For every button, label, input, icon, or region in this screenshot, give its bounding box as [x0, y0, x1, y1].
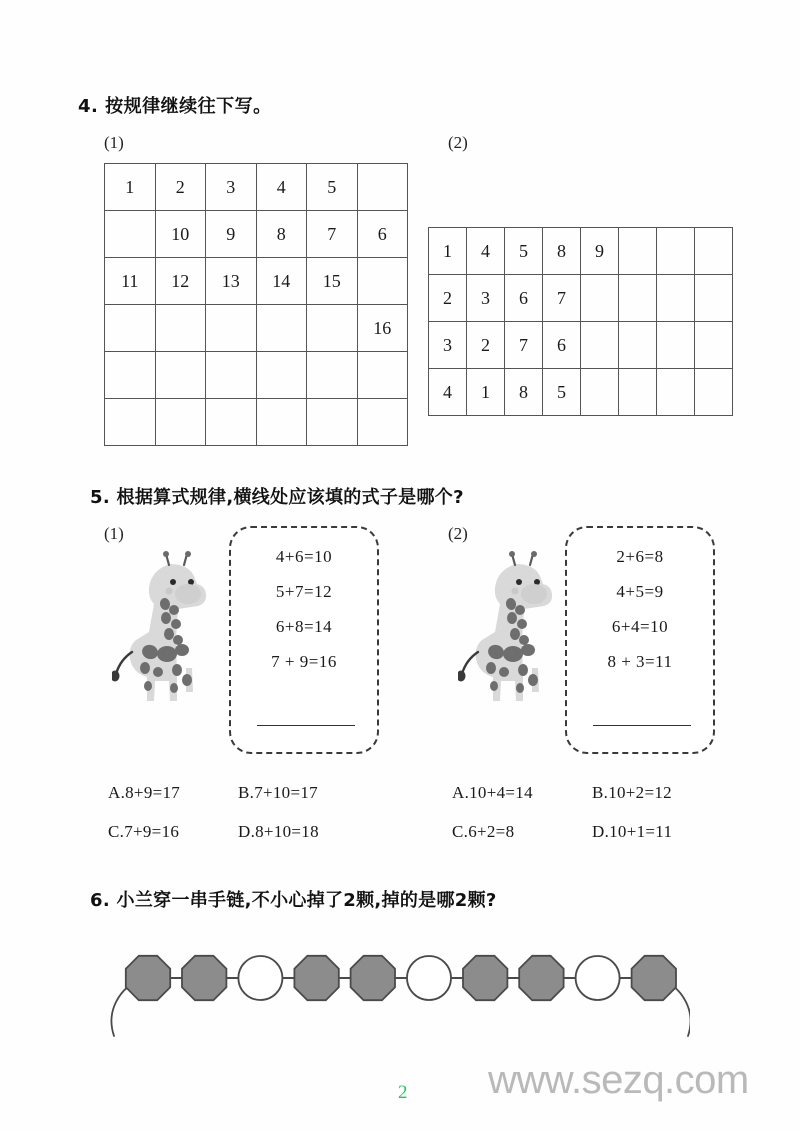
bead-gray-octagon[interactable] — [351, 956, 395, 1000]
equation-line: 6+8=14 — [275, 617, 333, 636]
grid-cell-empty[interactable] — [105, 399, 156, 446]
answer-option[interactable]: A.10+4=14 — [452, 783, 533, 802]
bead-white-circle[interactable] — [576, 956, 620, 1000]
bead-white-circle[interactable] — [238, 956, 282, 1000]
grid-cell[interactable]: 12 — [155, 258, 206, 305]
grid-cell-empty[interactable] — [619, 322, 657, 369]
bead-gray-octagon[interactable] — [632, 956, 676, 1000]
table-row — [105, 352, 408, 399]
answer-option[interactable]: D.10+1=11 — [592, 822, 673, 841]
table-row — [105, 258, 408, 305]
answer-option-row — [452, 783, 672, 803]
grid-cell-empty[interactable] — [695, 369, 733, 416]
number-grid-part-2[interactable] — [428, 227, 733, 416]
grid-cell[interactable]: 1 — [429, 228, 467, 275]
equation-line: 5+7=12 — [275, 582, 333, 601]
question-5-heading — [90, 483, 464, 509]
number-grid-part-2-body — [429, 228, 733, 416]
grid-cell-empty[interactable] — [619, 228, 657, 275]
answer-option-row — [452, 822, 672, 842]
grid-cell[interactable]: 6 — [357, 211, 408, 258]
grid-cell-empty[interactable] — [357, 258, 408, 305]
giraffe-illustration — [458, 546, 568, 711]
grid-cell[interactable]: 9 — [581, 228, 619, 275]
grid-cell-empty[interactable] — [657, 228, 695, 275]
grid-cell[interactable]: 8 — [256, 211, 307, 258]
equation-line: 4+5=9 — [616, 582, 664, 601]
grid-cell-empty[interactable] — [256, 305, 307, 352]
question-6-heading — [90, 886, 497, 912]
answer-option-row — [108, 783, 319, 803]
grid-cell[interactable]: 4 — [429, 369, 467, 416]
grid-cell[interactable]: 7 — [505, 322, 543, 369]
equation-box-part-1 — [229, 526, 379, 754]
grid-cell[interactable]: 2 — [155, 164, 206, 211]
grid-cell-empty[interactable] — [155, 399, 206, 446]
answer-option[interactable]: A.8+9=17 — [108, 783, 181, 802]
answer-blank-line[interactable] — [593, 725, 691, 726]
equation-box-part-2 — [565, 526, 715, 754]
number-grid-part-1[interactable] — [104, 163, 408, 446]
table-row — [105, 164, 408, 211]
grid-cell[interactable]: 7 — [307, 211, 358, 258]
answer-options-part-2 — [452, 783, 672, 861]
grid-cell-empty[interactable] — [307, 399, 358, 446]
grid-cell[interactable]: 4 — [467, 228, 505, 275]
question-5-number: 5. — [90, 487, 110, 508]
grid-cell-empty[interactable] — [155, 305, 206, 352]
table-row — [429, 322, 733, 369]
answer-option-row — [108, 822, 319, 842]
grid-cell-empty[interactable] — [357, 399, 408, 446]
grid-cell[interactable]: 3 — [467, 275, 505, 322]
grid-cell-empty[interactable] — [581, 275, 619, 322]
answer-blank-line[interactable] — [257, 725, 355, 726]
grid-cell-empty[interactable] — [695, 228, 733, 275]
grid-cell[interactable]: 8 — [505, 369, 543, 416]
grid-cell-empty[interactable] — [657, 275, 695, 322]
question-4-part-1-label: (1) — [104, 133, 124, 152]
grid-cell-empty[interactable] — [619, 369, 657, 416]
grid-cell[interactable]: 2 — [467, 322, 505, 369]
grid-cell-empty[interactable] — [105, 352, 156, 399]
answer-option[interactable]: B.7+10=17 — [238, 783, 318, 802]
grid-cell-empty[interactable] — [695, 322, 733, 369]
grid-cell[interactable]: 8 — [543, 228, 581, 275]
grid-cell[interactable]: 13 — [206, 258, 257, 305]
grid-cell-empty[interactable] — [581, 369, 619, 416]
grid-cell-empty[interactable] — [105, 211, 156, 258]
watermark: www.sezq.com — [488, 1058, 749, 1102]
grid-cell[interactable]: 16 — [357, 305, 408, 352]
grid-cell[interactable]: 4 — [256, 164, 307, 211]
question-4-part-2-label: (2) — [448, 133, 468, 152]
grid-cell-empty[interactable] — [695, 275, 733, 322]
equation-list-part-2 — [567, 528, 713, 670]
table-row — [429, 369, 733, 416]
page-number: 2 — [398, 1082, 408, 1103]
answer-option[interactable]: D.8+10=18 — [238, 822, 319, 841]
grid-cell[interactable]: 1 — [467, 369, 505, 416]
grid-cell[interactable]: 1 — [105, 164, 156, 211]
answer-option[interactable]: B.10+2=12 — [592, 783, 672, 802]
equation-list-part-1 — [231, 528, 377, 670]
grid-cell[interactable]: 3 — [429, 322, 467, 369]
question-5-part-2-label: (2) — [448, 524, 468, 543]
table-row — [429, 275, 733, 322]
grid-cell[interactable]: 5 — [505, 228, 543, 275]
grid-cell-empty[interactable] — [657, 322, 695, 369]
bead-white-circle[interactable] — [407, 956, 451, 1000]
answer-option[interactable]: C.7+9=16 — [108, 822, 180, 841]
bead-gray-octagon[interactable] — [463, 956, 507, 1000]
grid-cell[interactable]: 11 — [105, 258, 156, 305]
equation-line: 4+6=10 — [275, 547, 333, 566]
question-6-number: 6. — [90, 890, 110, 911]
bracelet-illustration — [110, 920, 690, 1045]
grid-cell[interactable]: 6 — [505, 275, 543, 322]
bead-gray-octagon[interactable] — [182, 956, 226, 1000]
bead-gray-octagon[interactable] — [294, 956, 338, 1000]
grid-cell-empty[interactable] — [256, 399, 307, 446]
equation-line: 6+4=10 — [611, 617, 669, 636]
bracelet-beads — [126, 956, 676, 1000]
grid-cell-empty[interactable] — [619, 275, 657, 322]
grid-cell[interactable]: 6 — [543, 322, 581, 369]
bead-gray-octagon[interactable] — [519, 956, 563, 1000]
grid-cell[interactable]: 7 — [543, 275, 581, 322]
grid-cell[interactable]: 9 — [206, 211, 257, 258]
question-6-text: 小兰穿一串手链,不小心掉了2颗,掉的是哪2颗? — [116, 890, 497, 911]
grid-cell[interactable]: 2 — [429, 275, 467, 322]
table-row — [105, 211, 408, 258]
answer-options-part-1 — [108, 783, 319, 861]
answer-option[interactable]: C.6+2=8 — [452, 822, 515, 841]
grid-cell-empty[interactable] — [307, 305, 358, 352]
grid-cell[interactable]: 5 — [543, 369, 581, 416]
table-row — [105, 399, 408, 446]
table-row — [105, 305, 408, 352]
grid-cell-empty[interactable] — [206, 352, 257, 399]
grid-cell[interactable]: 5 — [307, 164, 358, 211]
grid-cell[interactable]: 15 — [307, 258, 358, 305]
grid-cell-empty[interactable] — [256, 352, 307, 399]
grid-cell-empty[interactable] — [357, 352, 408, 399]
question-4-heading — [78, 92, 272, 118]
grid-cell[interactable]: 3 — [206, 164, 257, 211]
grid-cell-empty[interactable] — [307, 352, 358, 399]
giraffe-illustration — [112, 546, 222, 711]
grid-cell-empty[interactable] — [206, 305, 257, 352]
grid-cell-empty[interactable] — [357, 164, 408, 211]
table-row — [429, 228, 733, 275]
question-4-number: 4. — [78, 96, 99, 117]
grid-cell-empty[interactable] — [581, 322, 619, 369]
equation-line: 2+6=8 — [616, 547, 664, 566]
number-grid-part-1-body — [105, 164, 408, 446]
equation-line: 7 + 9=16 — [271, 652, 337, 671]
grid-cell-empty[interactable] — [105, 305, 156, 352]
bead-gray-octagon[interactable] — [126, 956, 170, 1000]
grid-cell[interactable]: 10 — [155, 211, 206, 258]
grid-cell-empty[interactable] — [657, 369, 695, 416]
grid-cell[interactable]: 14 — [256, 258, 307, 305]
question-4-text: 按规律继续往下写。 — [105, 96, 272, 117]
question-5-text: 根据算式规律,横线处应该填的式子是哪个? — [116, 487, 464, 508]
grid-cell-empty[interactable] — [206, 399, 257, 446]
question-5-part-1-label: (1) — [104, 524, 124, 543]
equation-line: 8 + 3=11 — [607, 652, 673, 671]
grid-cell-empty[interactable] — [155, 352, 206, 399]
